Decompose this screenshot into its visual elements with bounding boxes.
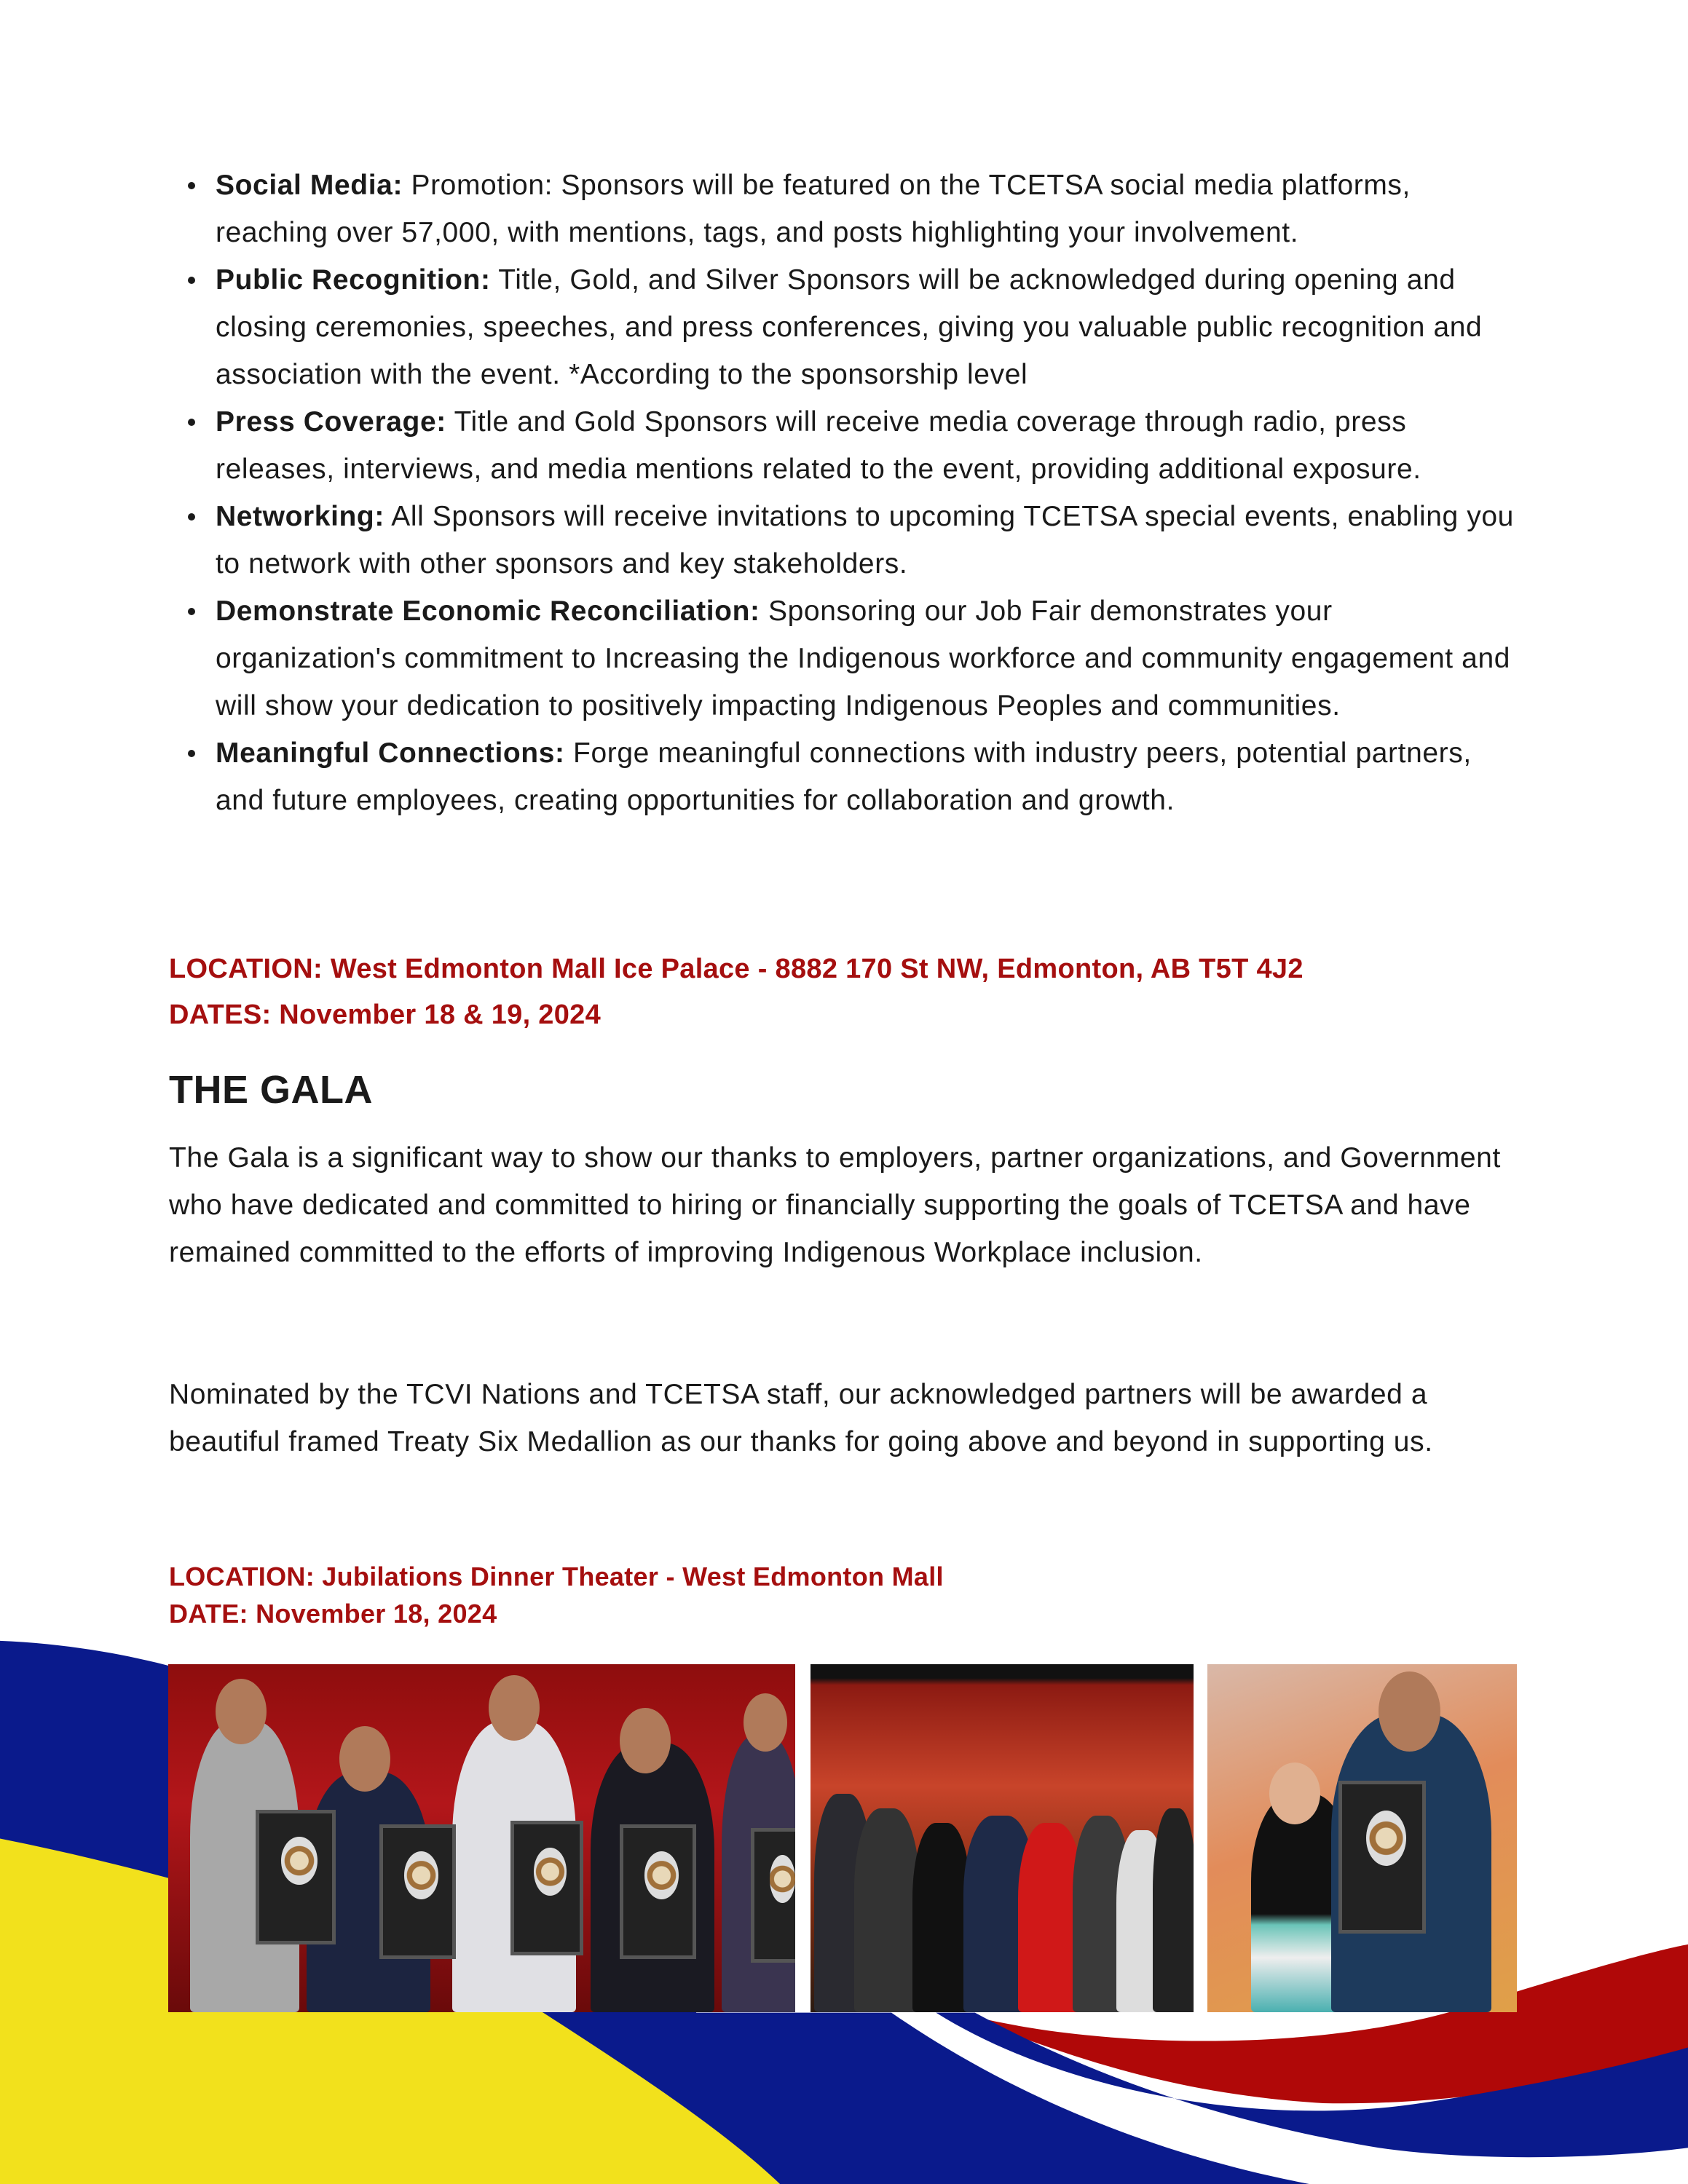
job-fair-location: LOCATION: West Edmonton Mall Ice Palace - 8882 170 St NW, Edmonton, AB T5T 4J2 (169, 954, 1304, 984)
photo-gala-group (811, 1664, 1194, 2012)
gala-heading: THE GALA (169, 1068, 373, 1112)
benefit-item: Networking: All Sponsors will receive invitations to upcoming TCETSA special events, enabling you to network with other sponsors and key stakeholders. (188, 493, 1521, 587)
benefit-item: Demonstrate Economic Reconciliation: Sponsoring our Job Fair demonstrates your organization's commitment to Increasing the Indigenous workforce and community engagement and will show your dedication to positively impacting Indigenous Peoples and communities. (188, 587, 1521, 729)
sponsor-benefits-list (188, 162, 1521, 824)
photo-medallion-presentation (1207, 1664, 1517, 2012)
photo-award-recipients (168, 1664, 795, 2012)
gala-paragraph-2: Nominated by the TCVI Nations and TCETSA staff, our acknowledged partners will be awarded a beautiful framed Treaty Six Medallion as our thanks for going above and beyond in supporting us. (169, 1379, 1433, 1457)
job-fair-dates: DATES: November 18 & 19, 2024 (169, 1000, 602, 1030)
benefit-item: Public Recognition: Title, Gold, and Silver Sponsors will be acknowledged during opening and closing ceremonies, speeches, and press conferences, giving you valuable public recognition and association with the event. *According to the sponsorship level (188, 256, 1521, 398)
benefit-item: Social Media: Promotion: Sponsors will be featured on the TCETSA social media platforms, reaching over 57,000, with mentions, tags, and posts highlighting your involvement. (188, 162, 1521, 256)
gala-date: DATE: November 18, 2024 (169, 1599, 497, 1629)
gala-paragraph-1: The Gala is a significant way to show our thanks to employers, partner organizations, and Government who have dedicated and committed to hiring or financially supporting the goals of TCETSA and have remained committed to the efforts of improving Indigenous Workplace inclusion. (169, 1142, 1501, 1268)
benefit-item: Press Coverage: Title and Gold Sponsors will receive media coverage through radio, press releases, interviews, and media mentions related to the event, providing additional exposure. (188, 398, 1521, 493)
benefit-item: Meaningful Connections: Forge meaningful connections with industry peers, potential partners, and future employees, creating opportunities for collaboration and growth. (188, 729, 1521, 824)
job-fair-details (169, 946, 1304, 1038)
gala-details (169, 1558, 944, 1632)
gala-location: LOCATION: Jubilations Dinner Theater - West Edmonton Mall (169, 1562, 944, 1591)
